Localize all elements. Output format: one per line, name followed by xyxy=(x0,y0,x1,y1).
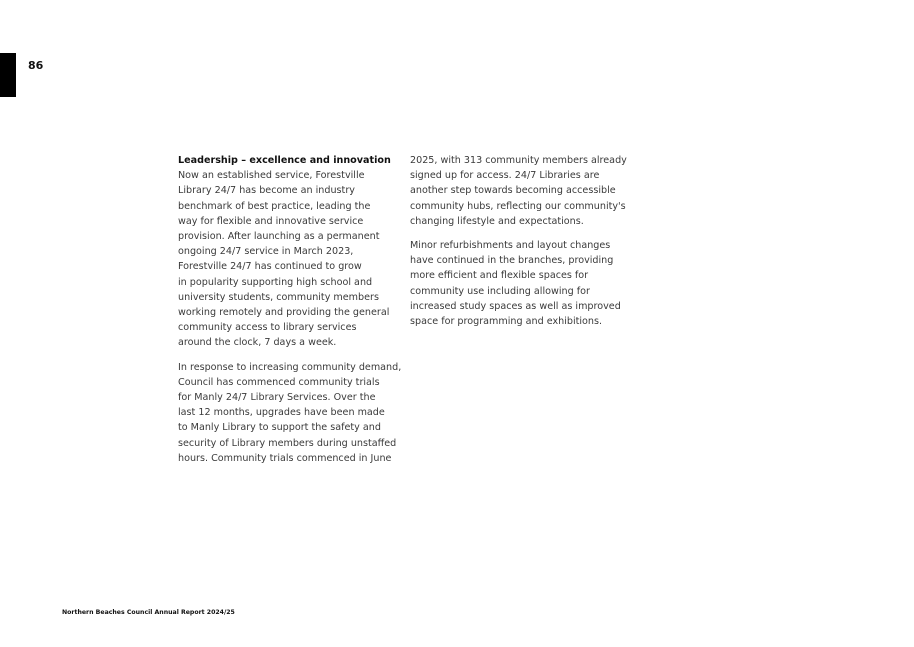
paragraph-manly-trials xyxy=(178,360,403,466)
text-line: working remotely and providing the general xyxy=(178,307,390,319)
text-line: for Manly 24/7 Library Services. Over the xyxy=(178,392,376,404)
text-line: around the clock, 7 days a week. xyxy=(178,337,337,349)
text-line: community access to library services xyxy=(178,322,357,334)
text-line: way for flexible and innovative service xyxy=(178,215,364,227)
page-tab-marker xyxy=(0,53,16,97)
text-line: ongoing 24/7 service in March 2023, xyxy=(178,246,354,258)
text-line: benchmark of best practice, leading the xyxy=(178,200,371,212)
text-line: Library 24/7 has become an industry xyxy=(178,185,355,197)
text-line: provision. After launching as a permanent xyxy=(178,231,380,243)
paragraph-refurbishments xyxy=(410,238,635,329)
text-line: more efficient and flexible spaces for xyxy=(410,270,589,282)
section-heading: Leadership – excellence and innovation xyxy=(178,155,391,166)
left-column xyxy=(178,153,403,475)
text-line: increased study spaces as well as improved xyxy=(410,300,621,312)
text-line: community hubs, reflecting our community's xyxy=(410,200,626,212)
text-line: changing lifestyle and expectations. xyxy=(410,215,584,227)
text-line: space for programming and exhibitions. xyxy=(410,316,603,328)
text-line: have continued in the branches, providing xyxy=(410,255,614,267)
text-line: security of Library members during unstaffed xyxy=(178,437,397,449)
paragraph-leadership xyxy=(178,153,403,351)
text-line: Council has commenced community trials xyxy=(178,376,380,388)
text-line: university students, community members xyxy=(178,291,379,303)
text-line: Minor refurbishments and layout changes xyxy=(410,240,611,252)
text-line: Forestville 24/7 has continued to grow xyxy=(178,261,362,273)
text-line: In response to increasing community demand, xyxy=(178,361,402,373)
text-line: community use including allowing for xyxy=(410,285,590,297)
text-line: Now an established service, Forestville xyxy=(178,170,365,182)
text-line: signed up for access. 24/7 Libraries are xyxy=(410,170,600,182)
report-footer: Northern Beaches Council Annual Report 2024/25 xyxy=(62,609,235,616)
paragraph-access xyxy=(410,153,635,229)
page-number: 86 xyxy=(28,59,44,72)
text-line: hours. Community trials commenced in June xyxy=(178,452,392,464)
text-line: 2025, with 313 community members already xyxy=(410,155,627,166)
text-line: last 12 months, upgrades have been made xyxy=(178,407,385,419)
right-column xyxy=(410,153,635,338)
text-line: another step towards becoming accessible xyxy=(410,185,616,197)
text-line: in popularity supporting high school and xyxy=(178,276,373,288)
text-line: to Manly Library to support the safety and xyxy=(178,422,381,434)
